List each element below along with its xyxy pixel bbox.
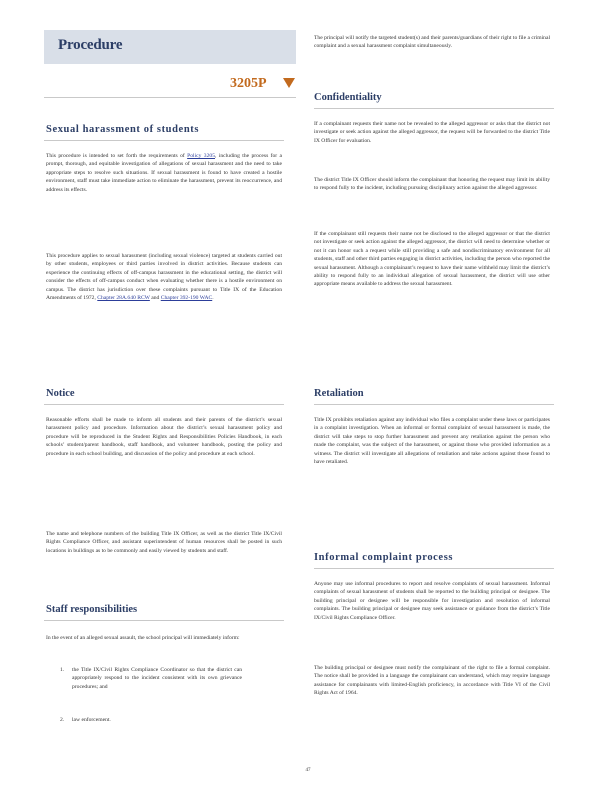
section-heading-sexual-harassment: Sexual harassment of students [46, 124, 200, 135]
paragraph-informal-2: The building principal or designee must notify the complainant of the right to file a formal complaint. The notice shall be provided in a language the complainant can understand, which may require language assistance for complainants with limited-English proficiency, in accordance with Title VI of the Civil Rights Act of 1964. [314, 665, 550, 697]
list-item: the Title IX/Civil Rights Compliance Coordinator so that the district can appropriately respond to the incident consistent with its own grievance procedures; and [72, 667, 242, 690]
procedure-number: 3205P [230, 76, 267, 91]
section-heading-confidentiality: Confidentiality [314, 92, 382, 103]
page-number: 47 [305, 768, 311, 773]
section-divider [314, 108, 554, 109]
list-number: 2. [60, 717, 65, 723]
text-run: . [212, 295, 214, 302]
procedure-label: Procedure [58, 37, 123, 53]
text-run: This procedure applies to sexual harassment (including sexual violence) targeted at students carried out by other students, employees or third parties involved in district activities. Because students can experience the continuing effects of off-campus harassment in the educational setting, the district will consider the effects of off-campus conduct when evaluating whether there is a hostile environment on campus. The district has jurisdiction over these complaints pursuant to Title IX of the Education Amendments of 1972, [46, 253, 282, 302]
wac-link[interactable]: Chapter 392-190 WAC [160, 295, 213, 302]
section-heading-notice: Notice [46, 388, 75, 399]
section-divider [314, 404, 554, 405]
header-divider [44, 97, 296, 98]
paragraph-principal-notify: The principal will notify the targeted student(s) and their parents/guardians of their right to file a criminal complaint and a sexual harassment complaint simultaneously. [314, 35, 551, 50]
rcw-link[interactable]: Chapter 28A.640 RCW [97, 295, 150, 302]
paragraph-retaliation: Title IX prohibits retaliation against any individual who files a complaint under these laws or participates in a complaint investigation. When an informal or formal complaint of sexual harassment is made, the district will take steps to stop further harassment and prevent any retaliation against the person who made the complaint, was the subject of the harassment, or against those who provided information as a witness. The district will investigate all allegations of retaliation and take actions against those found to have retaliated. [314, 417, 550, 466]
paragraph-posting: The name and telephone numbers of the building Title IX Officer, as well as the district Title IX/Civil Rights Compliance Officer, and assistant superintendent of human resources shall be posted in such locations in buildings as to be commonly and easily viewed by students and staff. [46, 531, 282, 554]
section-divider [314, 568, 554, 569]
triangle-down-icon [283, 78, 295, 88]
list-number: 1. [60, 667, 65, 673]
paragraph-informal-1: Anyone may use informal procedures to report and resolve complaints of sexual harassment. Informal complaints of sexual harassment of students shall be reported to the building principal or designee. The building principal or designee will be responsible for investigation and resolution of informal complaints. The building principal or designee may seek assistance or guidance from the district’s Title IX/Civil Rights Compliance Officer. [314, 581, 550, 621]
paragraph-confidentiality-2: The district Title IX Officer should inform the complainant that honoring the request may limit its ability to respond fully to the incident, including pursuing disciplinary action against the alleged aggressor. [314, 177, 550, 192]
paragraph-staff: In the event of an alleged sexual assault, the school principal will immediately inform: [46, 635, 240, 641]
procedure-header-box [44, 30, 296, 64]
policy-link[interactable]: Policy 3205 [187, 153, 215, 159]
section-divider [44, 620, 284, 621]
section-heading-staff: Staff responsibilities [46, 604, 138, 615]
section-divider [44, 140, 284, 141]
section-divider [44, 404, 284, 405]
paragraph-confidentiality-1: If a complainant requests their name not be revealed to the alleged aggressor or asks that the district not investigate or seek action against the alleged aggressor, the request will be forwarded to the district Title IX Officer for evaluation. [314, 121, 550, 144]
section-heading-retaliation: Retaliation [314, 388, 364, 399]
list-item: law enforcement. [72, 717, 111, 723]
paragraph-notice: Reasonable efforts shall be made to inform all students and their parents of the district’s sexual harassment policy and procedure. Information about the district’s sexual harassment policy and procedure will be reproduced in the Student Rights and Responsibilities Policies Handbook, in each schools’ student/parent handbook, staff handbook, and volunteer handbook, posting the policy and procedure in each school building, and discussion of the policy and procedure at each school. [46, 417, 282, 457]
text-run: , including the process for a prompt, thorough, and equitable investigation of allegations of sexual harassment and the need to take appropriate steps to resolve such situations. If sexual harassment is found to have created a hostile environment, staff must take immediate action to eliminate the harassment, prevent its reoccurrence, and address its effects. [46, 153, 282, 193]
section-heading-informal-complaint: Informal complaint process [314, 552, 454, 563]
paragraph-confidentiality-3: If the complainant still requests their name not be disclosed to the alleged aggressor or that the district not investigate or seek action against the alleged aggressor, the district will need to determine whether or not it can honor such a request while still providing a safe and nondiscriminatory environment for all students, staff and other third parties engaging in district activities, including the person who reported the sexual harassment. Although a complainant’s request to have their name withheld may limit the district’s ability to respond fully to an individual allegation of sexual harassment, the district will use other appropriate means available to address the sexual harassment. [314, 231, 550, 288]
text-run: and [149, 295, 161, 302]
paragraph-intro [46, 152, 282, 194]
paragraph-applies [46, 252, 282, 302]
text-run: This procedure is intended to set forth the requirements of [46, 153, 188, 159]
